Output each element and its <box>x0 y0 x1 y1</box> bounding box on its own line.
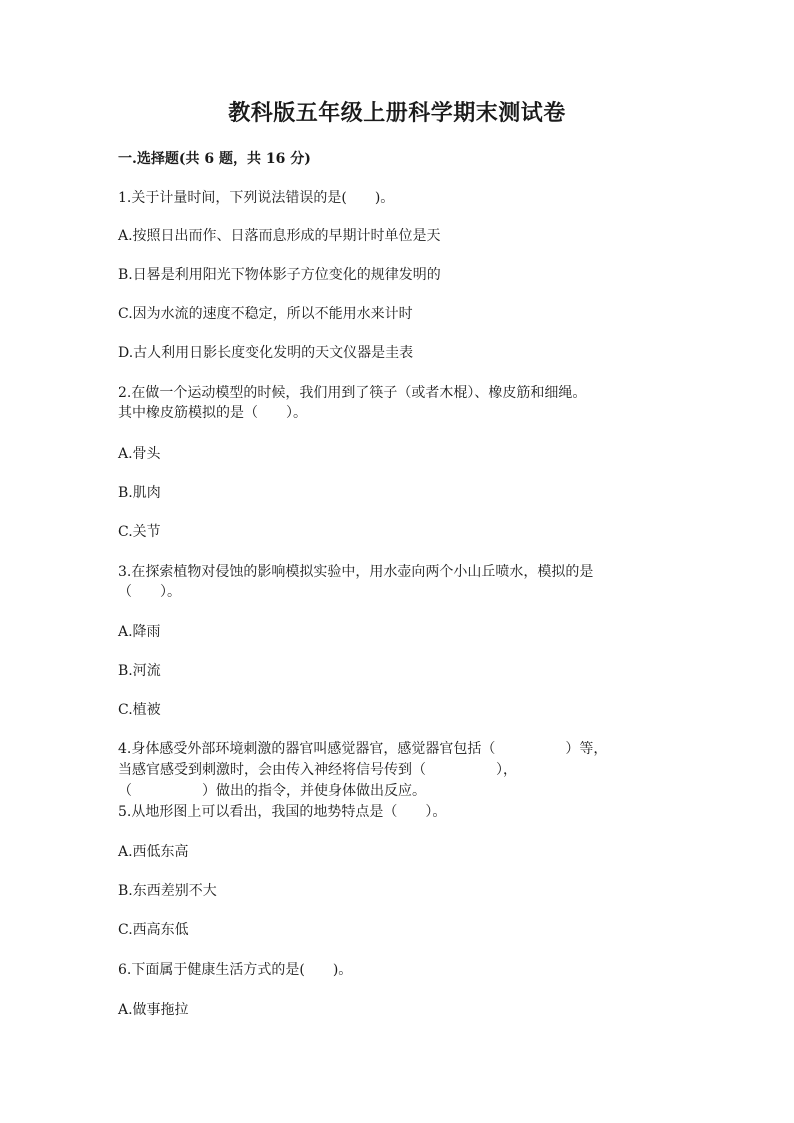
question-1-option-c: C.因为水流的速度不稳定，所以不能用水来计时 <box>118 306 413 322</box>
section-heading: 一.选择题(共 6 题，共 16 分) <box>118 151 311 167</box>
question-6-option-a: A.做事拖拉 <box>118 1002 189 1018</box>
question-4-stem-line-1: 4.身体感受外部环境刺激的器官叫感觉器官，感觉器官包括（ ）等， <box>118 741 608 757</box>
question-3-option-c: C.植被 <box>118 702 161 718</box>
question-4-stem-line-2: 当感官感受到刺激时，会由传入神经将信号传到（ ）， <box>118 762 517 778</box>
question-2-option-a: A.骨头 <box>118 446 161 462</box>
question-1-stem: 1.关于计量时间，下列说法错误的是( )。 <box>118 190 395 206</box>
question-3-option-b: B.河流 <box>118 663 161 679</box>
question-5-option-c: C.西高东低 <box>118 922 189 938</box>
question-1-option-a: A.按照日出而作、日落而息形成的早期计时单位是天 <box>118 228 441 244</box>
question-2-stem-line-1: 2.在做一个运动模型的时候，我们用到了筷子（或者木棍）、橡皮筋和细绳。 <box>118 385 587 401</box>
question-2-option-c: C.关节 <box>118 524 161 540</box>
question-4-stem-line-3: （ ）做出的指令，并使身体做出反应。 <box>118 783 426 799</box>
exam-title: 教科版五年级上册科学期末测试卷 <box>228 100 566 126</box>
question-2-option-b: B.肌肉 <box>118 485 161 501</box>
question-3-stem-line-1: 3.在探索植物对侵蚀的影响模拟实验中，用水壶向两个小山丘喷水，模拟的是 <box>118 564 594 580</box>
question-5-option-a: A.西低东高 <box>118 844 189 860</box>
question-3-option-a: A.降雨 <box>118 624 161 640</box>
question-5-stem: 5.从地形图上可以看出，我国的地势特点是（ ）。 <box>118 804 447 820</box>
question-3-stem-line-2: （ ）。 <box>118 584 181 600</box>
question-1-option-b: B.日晷是利用阳光下物体影子方位变化的规律发明的 <box>118 267 441 283</box>
question-6-stem: 6.下面属于健康生活方式的是( )。 <box>118 962 353 978</box>
question-1-option-d: D.古人利用日影长度变化发明的天文仪器是圭表 <box>118 345 414 361</box>
question-2-stem-line-2: 其中橡皮筋模拟的是（ ）。 <box>118 405 307 421</box>
question-5-option-b: B.东西差别不大 <box>118 883 217 899</box>
